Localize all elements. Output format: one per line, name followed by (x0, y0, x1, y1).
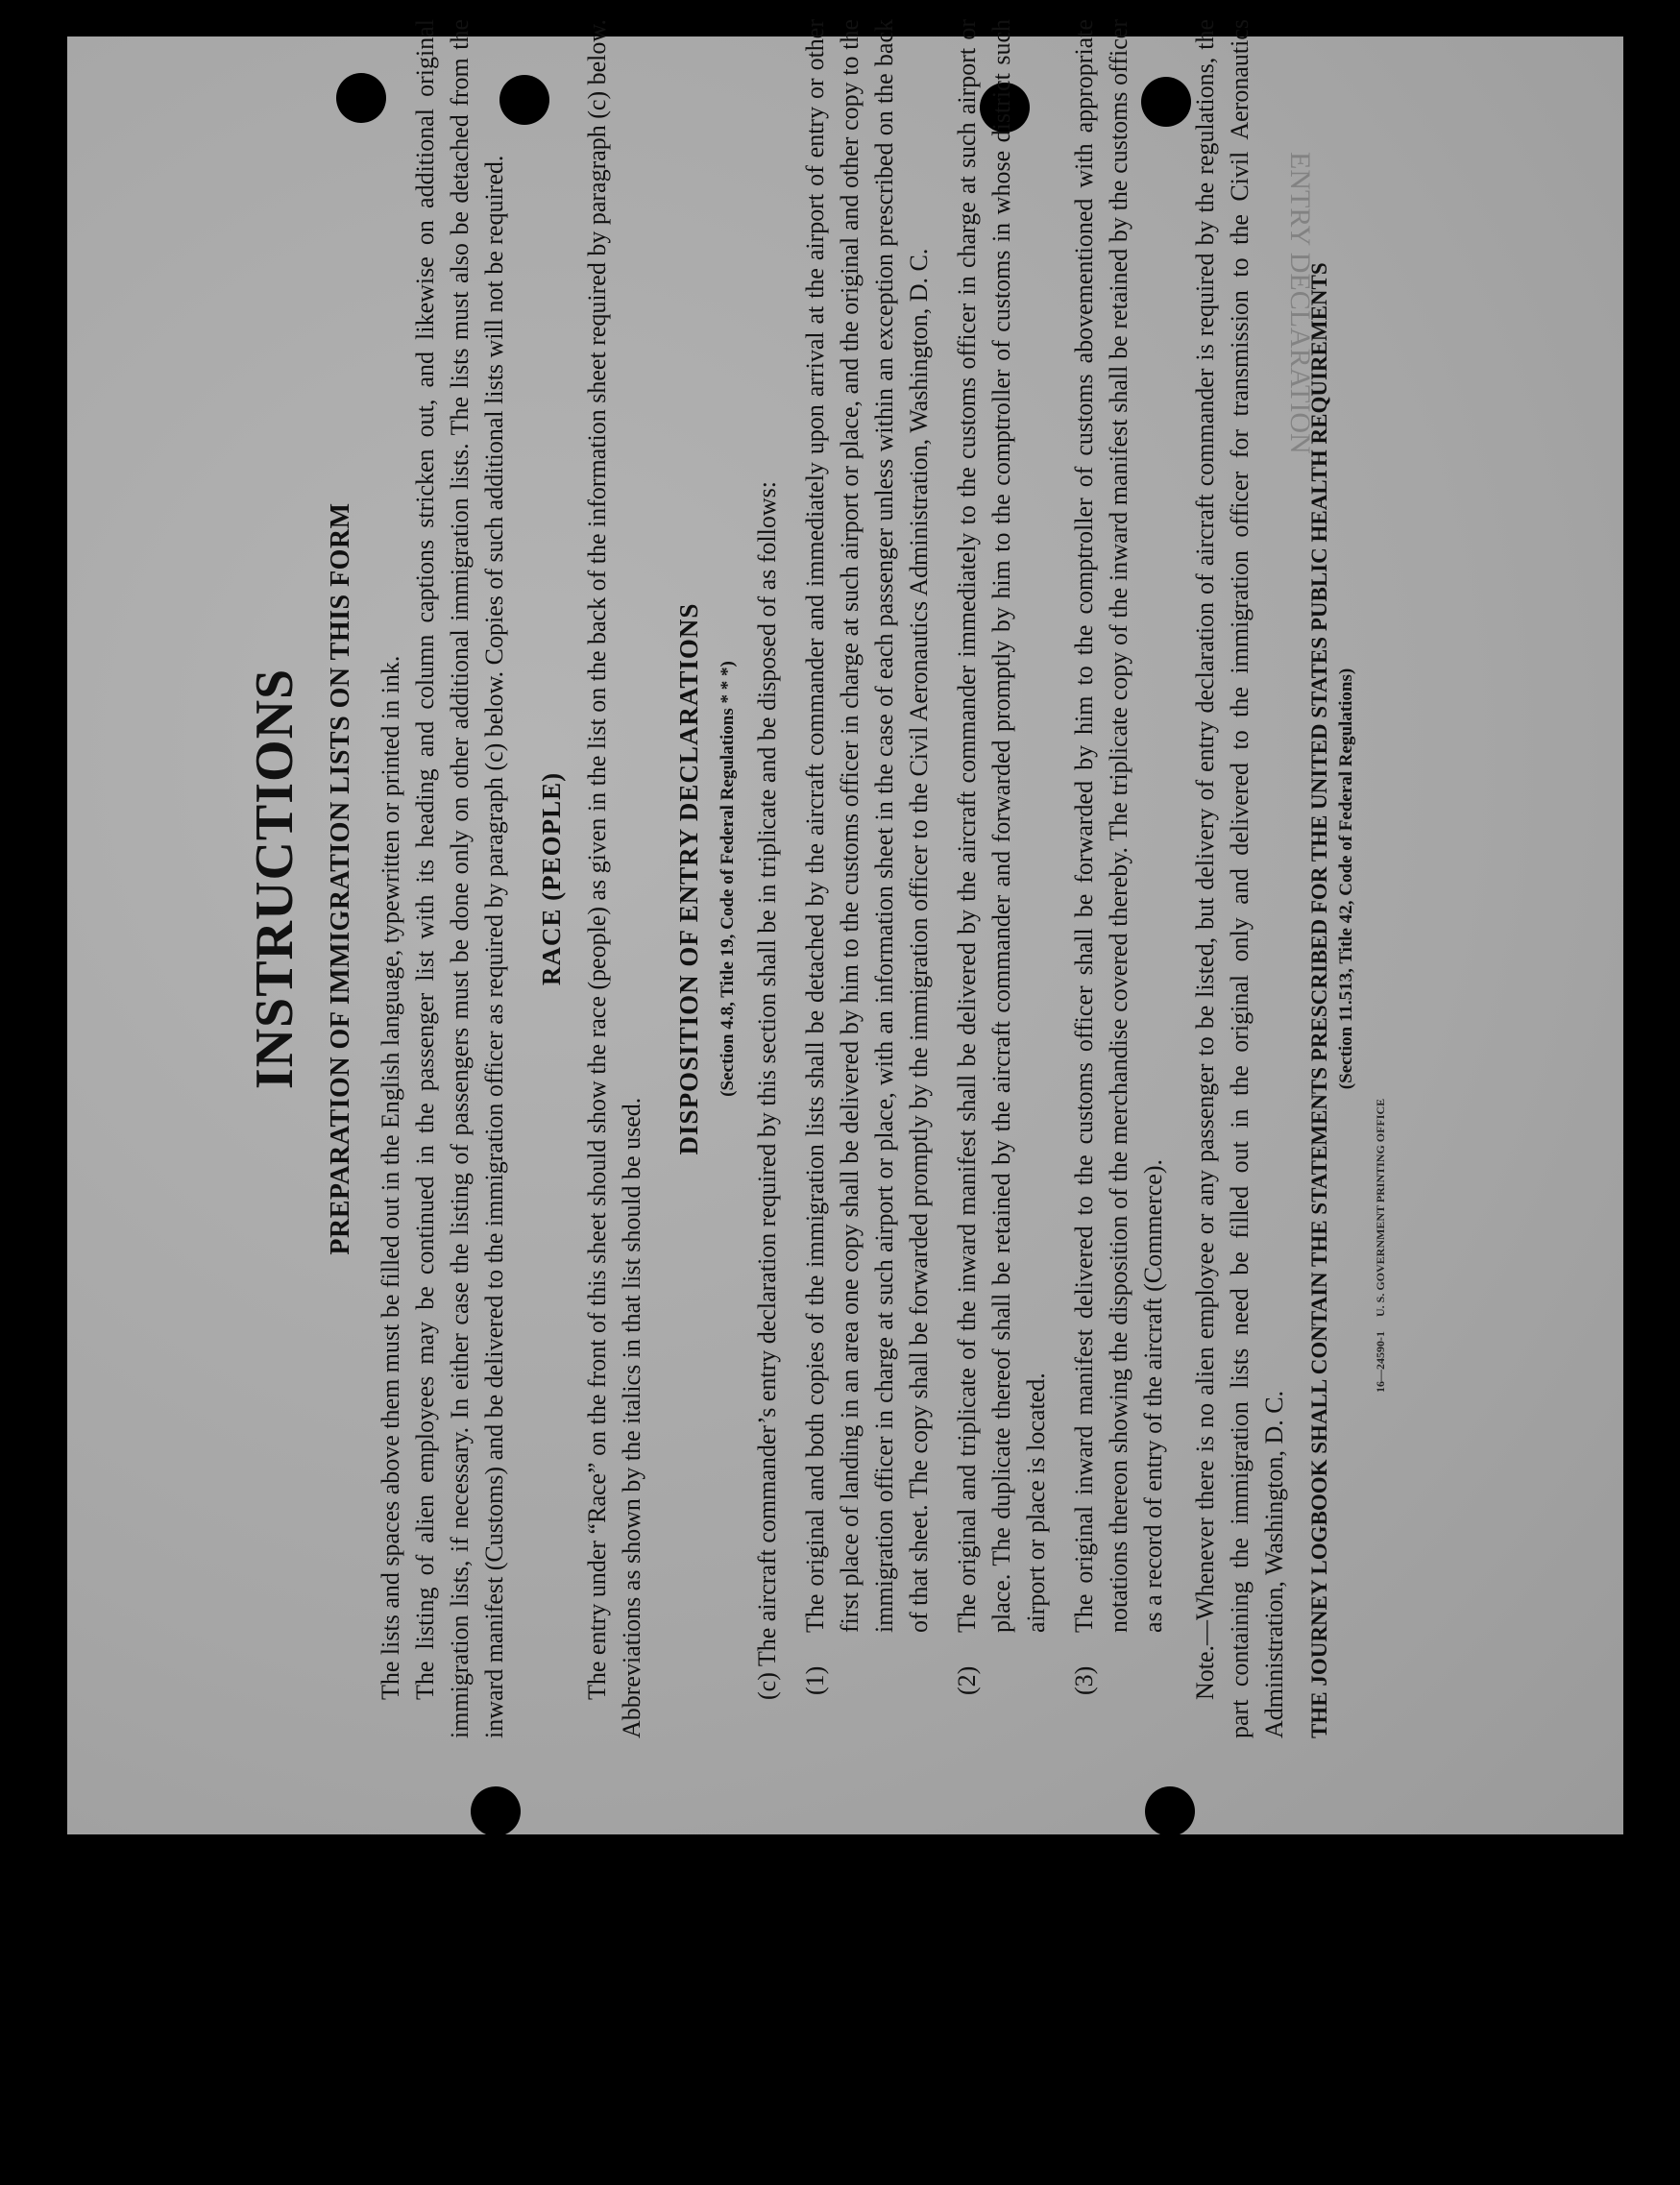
item-text: The original and both copies of the immigration lists shall be detached by the aircraft commander and immediately upon arrival at the airport of entry or other first place of landing in an area one copy shall be delivered by him to the customs officer in charge at such airport or place, and the original and other copy to the immigration officer in charge at such airport or place, with an information sheet in the case of each passenger unless within an exception prescribed on the back of that sheet. The copy shall be forwarded promptly by the immigration officer to the Civil Aeronautics Administration, Washington, D. C. (801, 19, 933, 1633)
instructions-body (235, 19, 1356, 1738)
punch-hole (471, 1786, 521, 1836)
preparation-paragraph-1: The lists and spaces above them must be filled out in the English language, typewritten or printed in ink. (377, 655, 404, 1700)
disposition-item (1067, 19, 1171, 1738)
page-title: INSTRUCTIONS (245, 668, 304, 1090)
form-code: 16—24590-1 (1374, 1331, 1387, 1393)
bleed-through-text: ENTRY DECLARATION (1284, 152, 1316, 454)
item-number: (3) (1070, 1665, 1098, 1695)
disposition-citation: (Section 4.8, Title 19, Code of Federal Regulations * * *) (718, 661, 738, 1097)
preparation-heading: PREPARATION OF IMMIGRATION LISTS ON THIS FORM (326, 502, 355, 1255)
disposition-intro: (c) The aircraft commander’s entry declaration required by this section shall be in triplicate and be disposed of as follows: (753, 480, 781, 1700)
health-requirements-heading: THE JOURNEY LOGBOOK SHALL CONTAIN THE STATEMENTS PRESCRIBED FOR THE UNITED STATES PUBLIC HEALTH REQUIREMENTS (1307, 262, 1331, 1738)
health-requirements-citation: (Section 11.513, Title 42, Code of Federal Regulations) (1336, 668, 1356, 1090)
punch-hole (1145, 1786, 1195, 1836)
printer-name: U. S. GOVERNMENT PRINTING OFFICE (1374, 1098, 1387, 1317)
disposition-note: Note.—Whenever there is no alien employee or any passenger to be listed, but delivery of entry declaration of aircraft commander is required by the regulations, the part containing the immigration lists need be filled out in the original only and delivered to the immigration officer for transmission to the Civil Aeronautics Administration, Washington, D. C. (1191, 19, 1288, 1738)
form-footer (1374, 1099, 1388, 1393)
disposition-item (950, 19, 1054, 1738)
preparation-paragraph-2: The listing of alien employees may be continued in the passenger list with its heading and column captions stricken out, and likewise on additional original immigration lists, if necessary. In either case the listing of passengers must be done only on other additional immigration lists. The lists must also be detached from the inward manifest (Customs) and be delivered to the immigration officer as required by paragraph (c) below. Copies of such additional lists will not be required. (411, 19, 508, 1738)
race-paragraph: The entry under “Race” on the front of this sheet should show the race (people) as given in the list on the back of the information sheet required by paragraph (c) below. Abbreviations as shown by the italics in that list should be used. (583, 19, 645, 1738)
disposition-item (798, 19, 937, 1738)
race-heading: RACE (PEOPLE) (537, 771, 566, 986)
item-text: The original and triplicate of the inward manifest shall be delivered by the aircraft commander immediately to the customs officer in charge at such airport or place. The duplicate thereof shall be retained by the aircraft commander and forwarded promptly by him to the comptroller of customs in whose district such airport or place is located. (953, 19, 1050, 1633)
item-number: (2) (953, 1665, 981, 1695)
disposition-heading: DISPOSITION OF ENTRY DECLARATIONS (674, 602, 703, 1155)
item-text: The original inward manifest delivered to the customs officer shall be forwarded by him to the comptroller of customs abovementioned with appropriate notations thereon showing the disposition of the merchandise covered thereby. The triplicate copy of the inward manifest shall be retained by the customs officer as a record of entry of the aircraft (Commerce). (1070, 19, 1167, 1633)
item-number: (1) (801, 1665, 829, 1695)
